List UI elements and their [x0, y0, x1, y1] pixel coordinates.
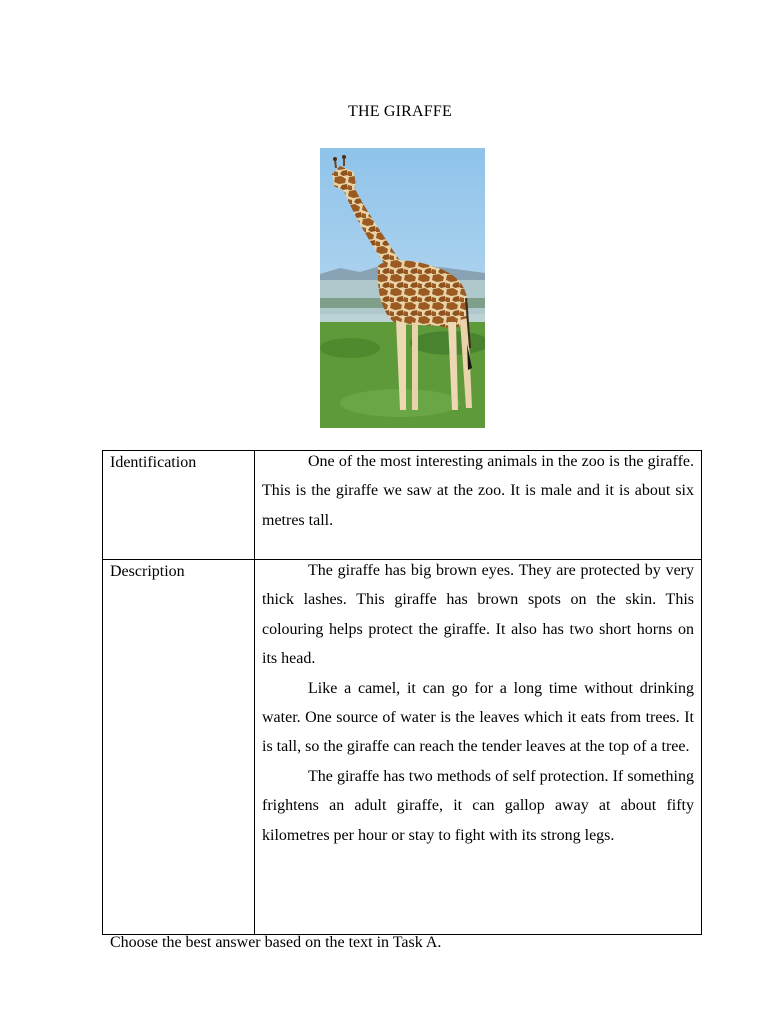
table-row [103, 451, 702, 560]
description-label: Description [110, 563, 185, 580]
description-paragraph: The giraffe has two methods of self protection. If something frightens an adult giraffe, it can gallop away at about fifty kilometres per hour or stay to fight with its strong legs. [262, 767, 694, 844]
page-title: THE GIRAFFE [348, 103, 452, 120]
identification-label: Identification [110, 454, 197, 471]
row-label-cell [103, 451, 255, 560]
description-paragraph: The giraffe has big brown eyes. They are protected by very thick lashes. This giraffe has brown spots on the skin. This colouring helps protect the giraffe. It also has two short horns on its head. [262, 562, 694, 668]
identification-paragraph: One of the most interesting animals in the zoo is the giraffe. This is the giraffe we saw at the zoo. It is male and it is about six metres tall. [262, 453, 694, 529]
task-instruction: Choose the best answer based on the text in Task A. [110, 934, 442, 951]
description-paragraph: Like a camel, it can go for a long time without drinking water. One source of water is the leaves which it eats from trees. It is tall, so the giraffe can reach the tender leaves at the top of a tree. [262, 679, 694, 756]
row-label-cell [103, 560, 255, 935]
row-text-cell [255, 451, 702, 560]
row-text-cell [255, 560, 702, 935]
content-table [102, 450, 702, 935]
table-row [103, 560, 702, 935]
giraffe-photo [320, 148, 485, 428]
